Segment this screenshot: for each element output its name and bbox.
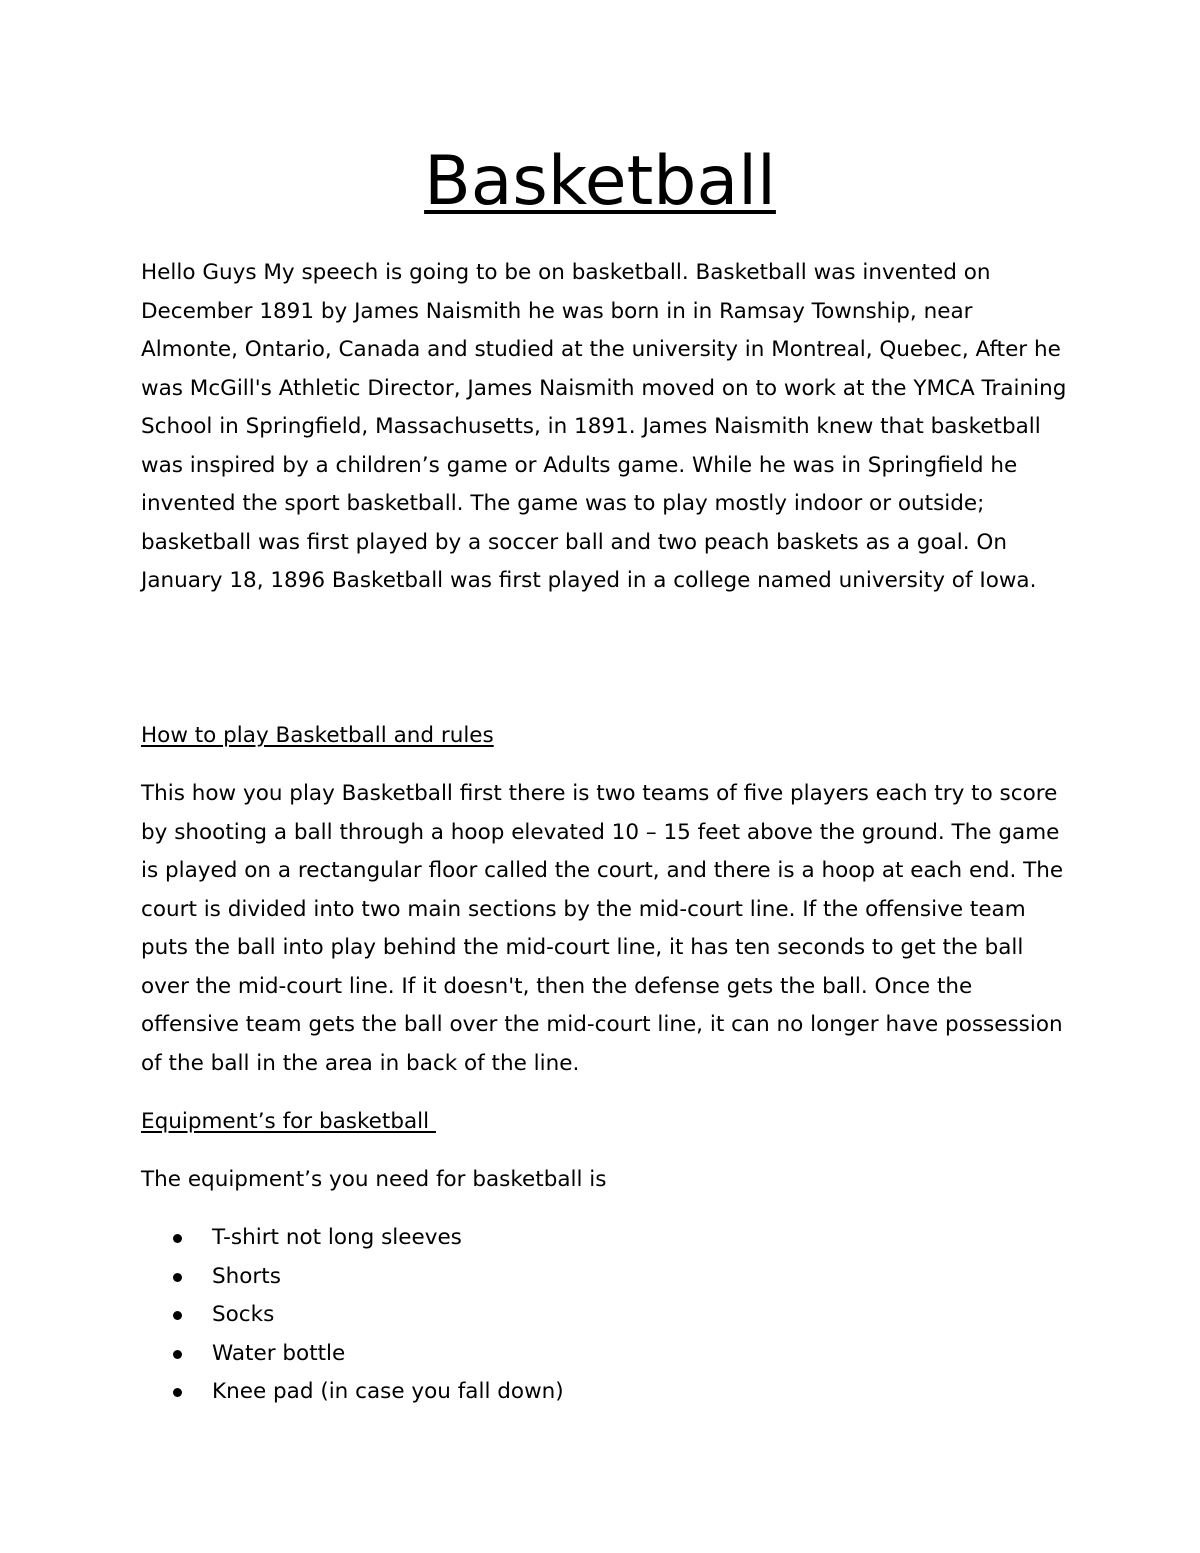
intro-paragraph: Hello Guys My speech is going to be on basketball. Basketball was invented on December 1891 by James Naismith he was born in in Ramsay Township, near Almonte, Ontario, Canada and studied at the university in Montreal, Quebec, After he was McGill's Athletic Director, James Naismith moved on to work at the YMCA Training School in Springfield, Massachusetts, in 1891. James Naismith knew that basketball was inspired by a children’s game or Adults game. While he was in Springfield he invented the sport basketball. The game was to play mostly indoor or outside; basketball was first played by a soccer ball and two peach baskets as a goal. On January 18, 1896 Basketball was first played in a college named university of Iowa. [141,260,1067,593]
bullet-icon [173,1311,182,1320]
list-item-text: Socks [212,1302,275,1327]
bullet-icon [173,1273,182,1282]
equipment-heading: Equipment’s for basketball [141,1109,436,1134]
rules-heading: How to play Basketball and rules [141,723,494,748]
list-item-text: T-shirt not long sleeves [212,1225,462,1250]
bullet-icon [173,1350,182,1359]
document-title-text: Basketball [424,142,776,221]
list-item [141,1258,564,1297]
equipment-intro: The equipment’s you need for basketball is [141,1167,607,1192]
list-item-text: Knee pad (in case you fall down) [212,1379,564,1404]
list-item-text: Shorts [212,1263,281,1289]
equipment-list [141,1219,564,1412]
list-item-text: Water bottle [212,1340,346,1366]
rules-paragraph: This how you play Basketball first there is two teams of five players each try to score by shooting a ball through a hoop elevated 10 – 15 feet above the ground. The game is played on a rectangular floor called the court, and there is a hoop at each end. The court is divided into two main sections by the mid-court line. If the offensive team puts the ball into play behind the mid-court line, it has ten seconds to get the ball over the mid-court line. If it doesn't, then the defense gets the ball. Once the offensive team gets the ball over the mid-court line, it can no longer have possession of the ball in the area in back of the line. [141,781,1064,1076]
bullet-icon [173,1234,182,1243]
list-item [141,1296,564,1335]
document-title [0,140,1200,224]
bullet-icon [173,1388,182,1397]
list-item [141,1335,564,1374]
list-item [141,1219,564,1258]
list-item [141,1373,564,1412]
